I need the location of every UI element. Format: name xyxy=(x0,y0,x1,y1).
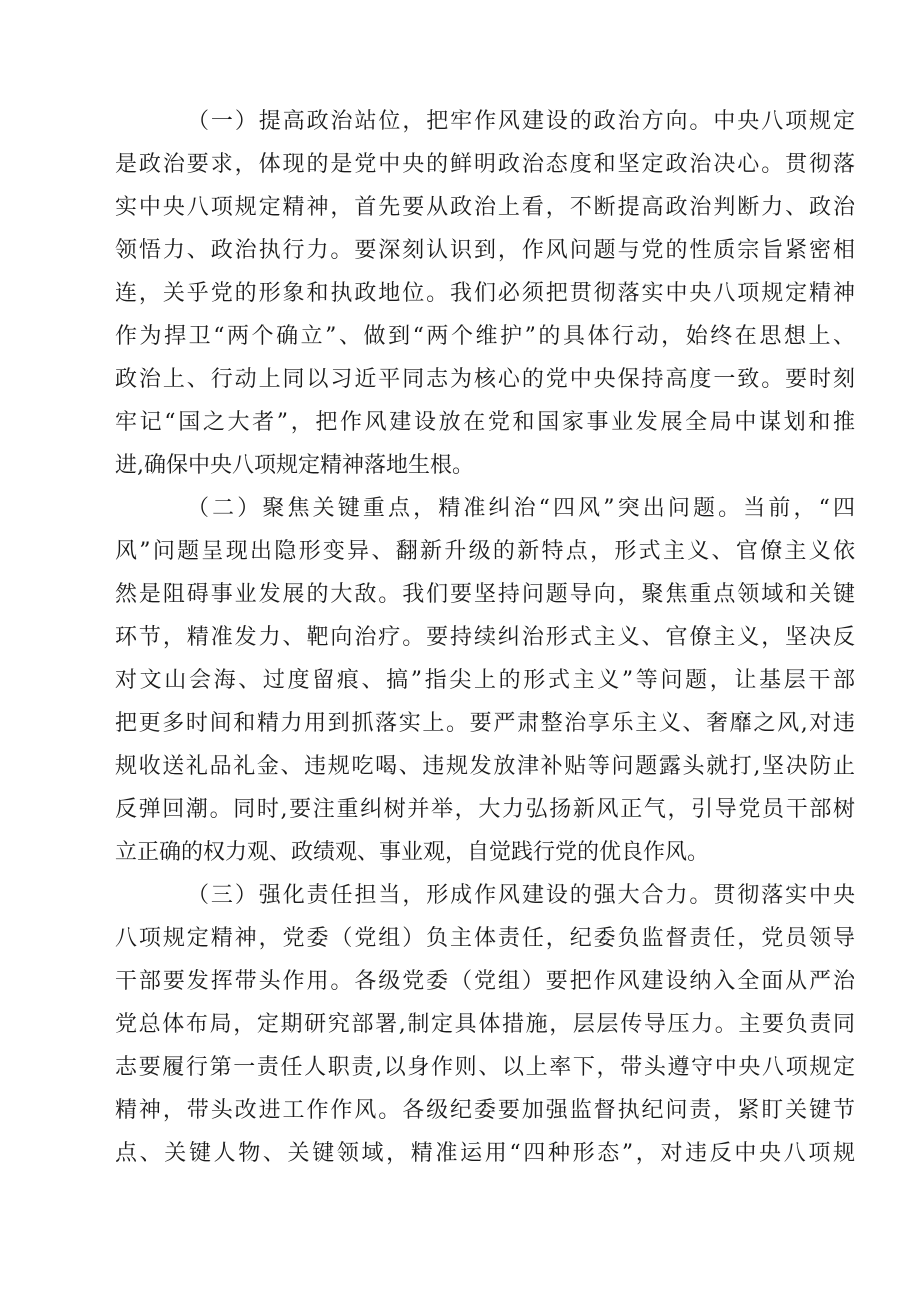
paragraph-1-line-1: （一）提高政治站位，把牢作风建设的政治方向。中央八项规定 xyxy=(187,109,855,134)
paragraph-3-line-2: 八项规定精神，党委（党组）负主体责任，纪委负监督责任，党员领导 xyxy=(115,926,855,951)
paragraph-2-line-5: 对文山会海、过度留痕、搞”指尖上的形式主义”等问题，让基层干部 xyxy=(115,668,855,693)
paragraph-2-line-4: 环节，精准发力、靶向治疗。要持续纠治形式主义、官僚主义，坚决反 xyxy=(115,625,855,650)
paragraph-2-line-2: 风”问题呈现出隐形变异、翻新升级的新特点，形式主义、官僚主义依 xyxy=(115,539,855,564)
paragraph-3-line-5: 志要履行第一责任人职责,以身作则、以上率下，带头遵守中央八项规定 xyxy=(115,1055,855,1080)
paragraph-3-line-3: 干部要发挥带头作用。各级党委（党组）要把作风建设纳入全面从严治 xyxy=(115,969,855,994)
paragraph-1-line-6: 作为捍卫“两个确立”、做到“两个维护”的具体行动，始终在思想上、 xyxy=(115,324,855,349)
paragraph-2-line-1: （二）聚焦关键重点，精准纠治“四风”突出问题。当前，“四 xyxy=(187,496,855,521)
paragraph-3-line-4: 党总体布局，定期研究部署,制定具体措施，层层传导压力。主要负责同 xyxy=(115,1012,855,1037)
paragraph-3-line-7: 点、关键人物、关键领域，精准运用“四种形态”，对违反中央八项规 xyxy=(115,1141,855,1166)
paragraph-3-line-6: 精神，带头改进工作作风。各级纪委要加强监督执纪问责，紧盯关键节 xyxy=(115,1098,855,1123)
paragraph-1-line-2: 是政治要求，体现的是党中央的鲜明政治态度和坚定政治决心。贯彻落 xyxy=(115,152,855,177)
paragraph-2-line-7: 规收送礼品礼金、违规吃喝、违规发放津补贴等问题露头就打,坚决防止 xyxy=(115,754,855,779)
paragraph-2-line-9: 立正确的权力观、政绩观、事业观，自觉践行党的优良作风。 xyxy=(115,840,710,865)
paragraph-1-line-3: 实中央八项规定精神，首先要从政治上看，不断提高政治判断力、政治 xyxy=(115,195,855,220)
paragraph-2-line-8: 反弹回潮。同时,要注重纠树并举，大力弘扬新风正气，引导党员干部树 xyxy=(115,797,855,822)
paragraph-1-line-5: 连，关乎党的形象和执政地位。我们必须把贯彻落实中央八项规定精神 xyxy=(115,281,855,306)
paragraph-2-line-6: 把更多时间和精力用到抓落实上。要严肃整治享乐主义、奢靡之风,对违 xyxy=(115,711,855,736)
paragraph-2-line-3: 然是阻碍事业发展的大敌。我们要坚持问题导向，聚焦重点领域和关键 xyxy=(115,582,855,607)
paragraph-3-line-1: （三）强化责任担当，形成作风建设的强大合力。贯彻落实中央 xyxy=(187,883,855,908)
paragraph-1-line-4: 领悟力、政治执行力。要深刻认识到，作风问题与党的性质宗旨紧密相 xyxy=(115,238,855,263)
paragraph-1-line-7: 政治上、行动上同以习近平同志为核心的党中央保持高度一致。要时刻 xyxy=(115,367,855,392)
paragraph-1-line-8: 牢记“国之大者”，把作风建设放在党和国家事业发展全局中谋划和推 xyxy=(115,410,855,435)
paragraph-1-line-9: 进,确保中央八项规定精神落地生根。 xyxy=(115,453,474,478)
